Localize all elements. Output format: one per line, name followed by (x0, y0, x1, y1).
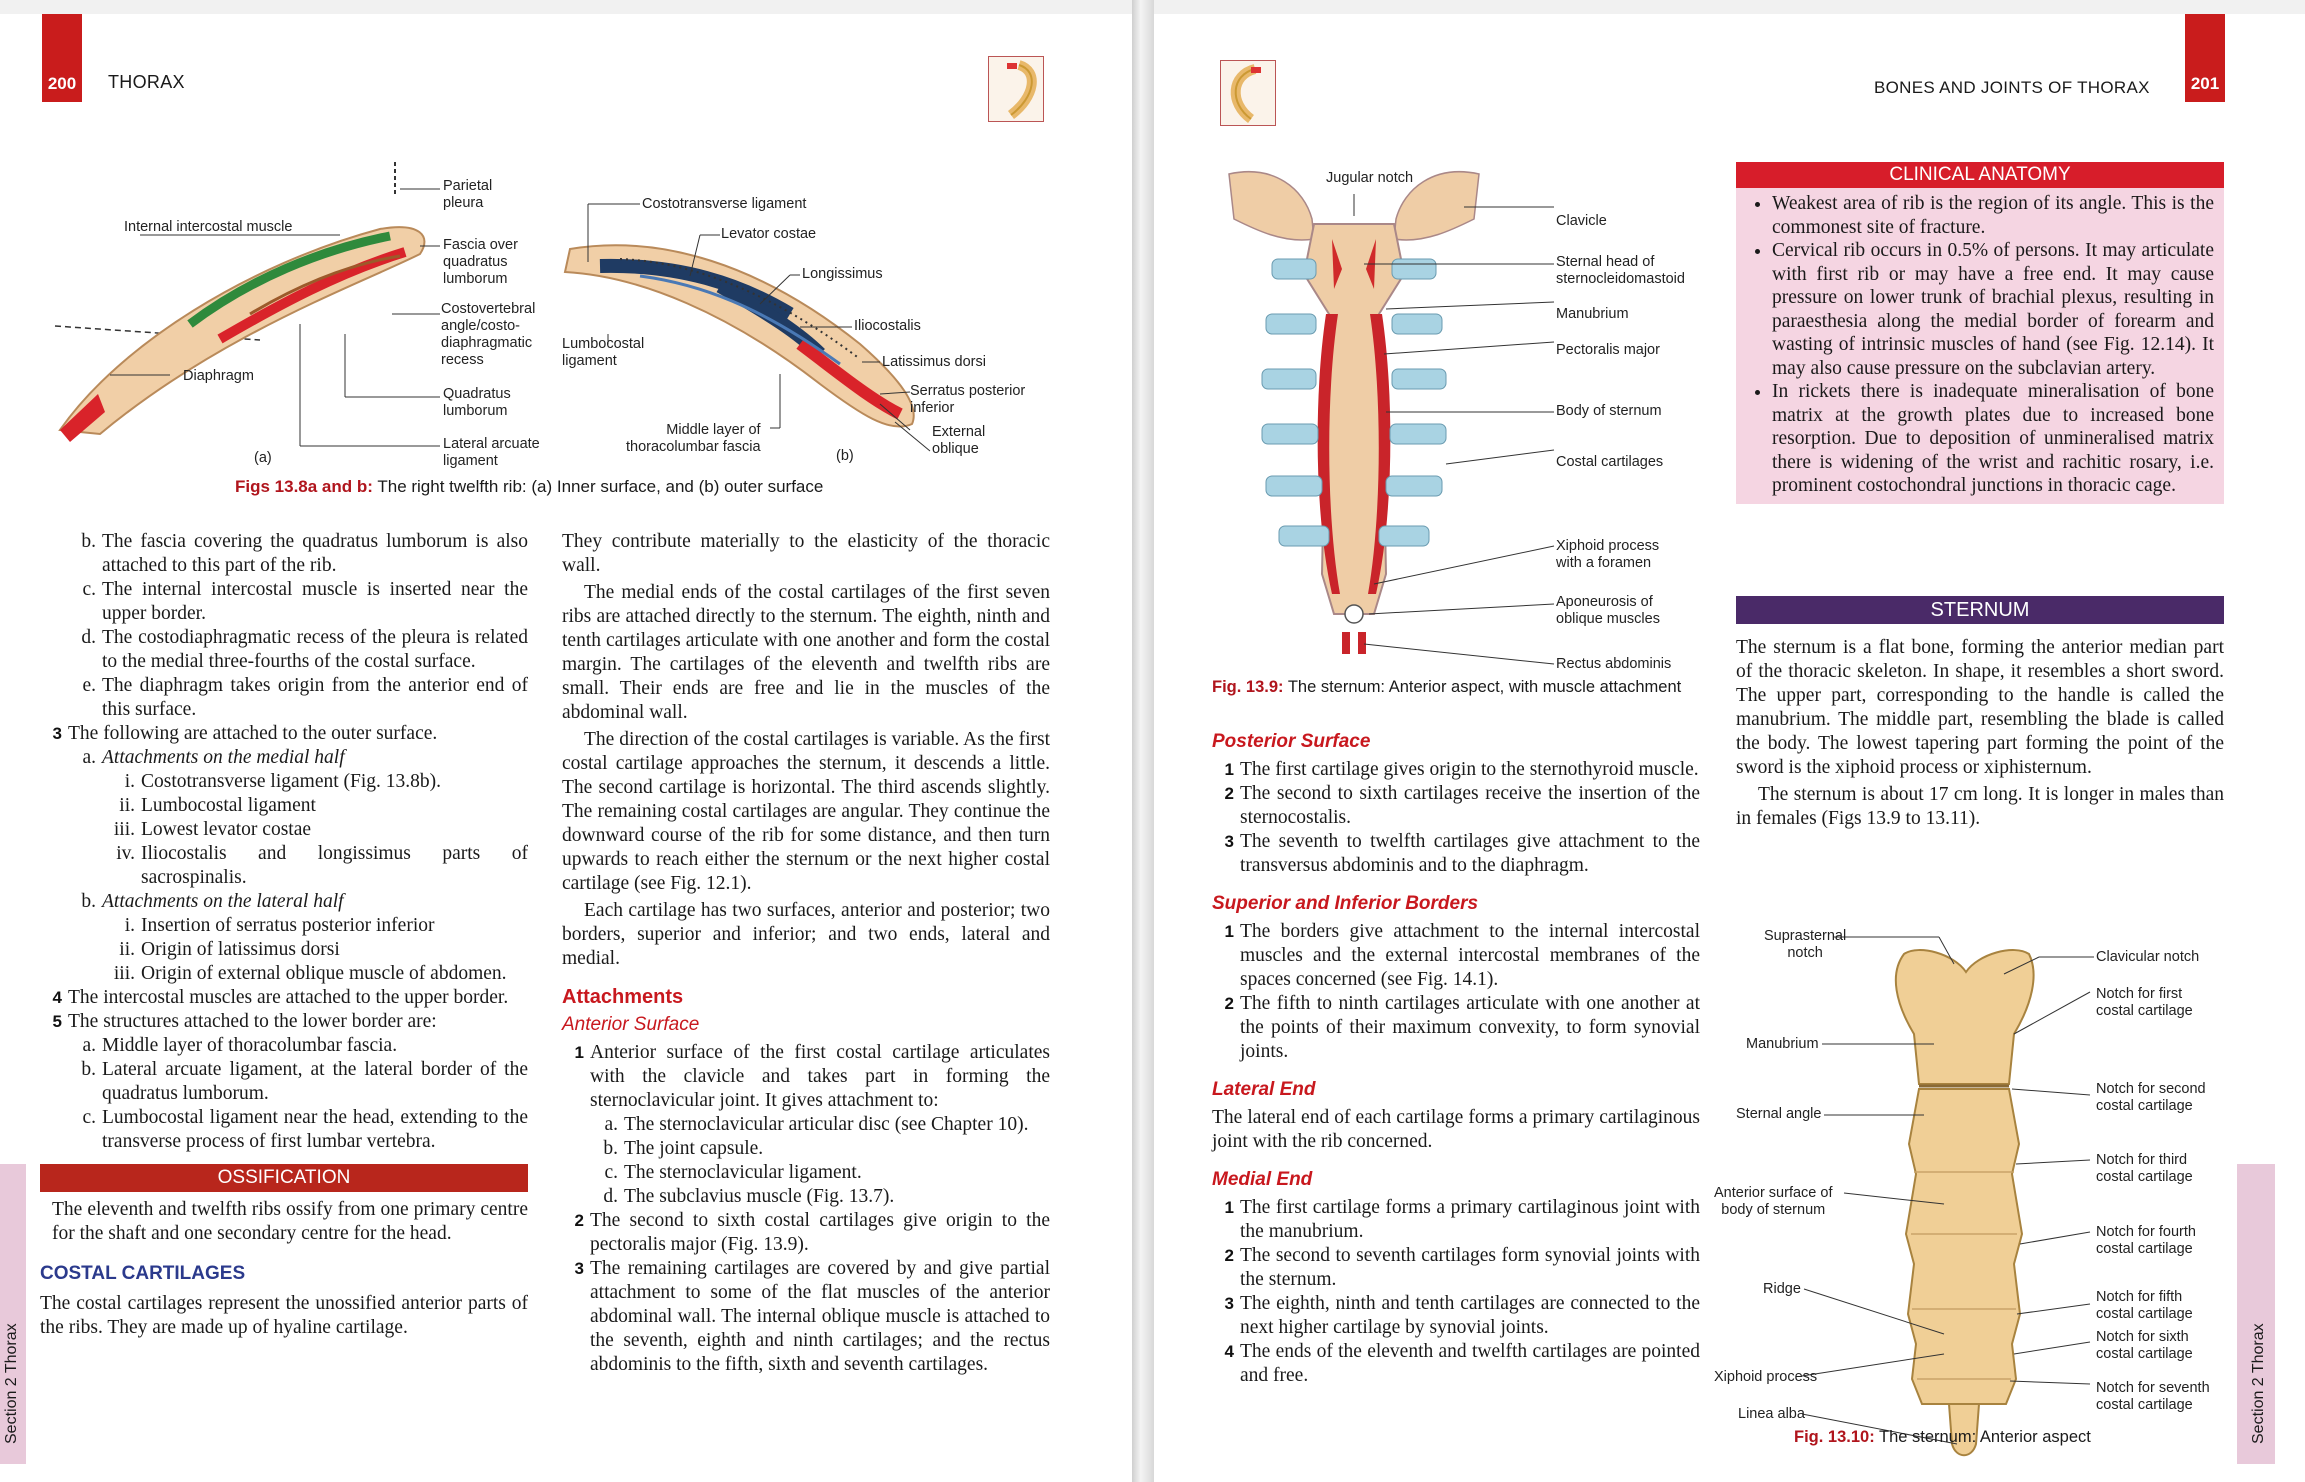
list-item-number: 3 (1224, 832, 1234, 851)
list-item (1212, 758, 1700, 782)
label-internal-intercostal: Internal intercostal muscle (124, 219, 293, 235)
paragraph: The medial ends of the costal cartilages of the first seven ribs are attached directly to the sternum. The eighth, ninth and tenth cartilages articulate with one another and form the costal margin. The cartilages of the eleventh and twelfth ribs are small. Their ends are free and lie in the muscles of the abdominal wall. (562, 582, 1050, 723)
list-item-text: The seventh to twelfth cartilages give attachment to the transversus abdominis and to the diaphragm. (1240, 831, 1700, 876)
list-item-number: b. (81, 531, 96, 552)
medial-end-list (1212, 1196, 1700, 1388)
costal-cartilages-heading: COSTAL CARTILAGES (40, 1263, 246, 1284)
list-item-number: b. (81, 891, 96, 912)
list-item-number: d. (603, 1186, 618, 1207)
list-item-number: i. (124, 771, 135, 792)
label-costotransverse: Costotransverse ligament (642, 196, 807, 212)
list-item-text: Origin of latissimus dorsi (141, 939, 340, 960)
list-item (40, 674, 528, 722)
list-item-number: 3 (574, 1259, 584, 1278)
list-item (1212, 830, 1700, 878)
list-item-number: 2 (574, 1211, 584, 1230)
list-item-number: b. (81, 1059, 96, 1080)
sternum-heading: STERNUM (1736, 596, 2224, 624)
label-fascia-quadratus: Fascia over quadratus lumborum (443, 237, 518, 287)
list-item (40, 938, 528, 962)
label-rectus-abdominis: Rectus abdominis (1556, 656, 1672, 672)
label-parietal-pleura: Parietal pleura (443, 178, 493, 211)
figure-caption: Fig. 13.9: The sternum: Anterior aspect, with muscle attachment (1212, 678, 1682, 696)
label-notch-second: Notch for second costal cartilage (2096, 1081, 2206, 1114)
list-item (1212, 1196, 1700, 1244)
list-item (562, 1257, 1050, 1377)
list-item (40, 890, 528, 914)
list-item-text: Iliocostalis and longissimus parts of sacrospinalis. (141, 843, 528, 888)
list-item-number: c. (604, 1162, 618, 1183)
label-iliocostalis: Iliocostalis (854, 318, 921, 334)
list-item (562, 1041, 1050, 1113)
label-levator-costae: Levator costae (721, 226, 817, 242)
clinical-item: • Cervical rib occurs in 0.5% of persons. It may articulate with first rib or may have a free end. It may cause pressure on lower trunk of brachial plexus, resulting in paraesthesia along the medial border of forearm and wasting of intrinsic muscles of hand (see Fig. 12.14). It may also cause pressure on the subclavian artery. (1772, 239, 2214, 380)
label-notch-sixth: Notch for sixth costal cartilage (2096, 1329, 2193, 1362)
list-item-text: Lowest levator costae (141, 819, 312, 840)
list-item-number: a. (604, 1114, 618, 1135)
label-clavicular-notch: Clavicular notch (2096, 949, 2200, 965)
label-lumbocostal: Lumbocostal ligament (562, 336, 645, 369)
list-item (562, 1185, 1050, 1209)
clinical-anatomy-box (1736, 162, 2224, 504)
list-item (562, 1209, 1050, 1257)
section-tab-label: Section 2 Thorax (2250, 1323, 2267, 1444)
list-item-number: e. (82, 675, 96, 696)
list-item-number: 3 (52, 724, 62, 743)
list-item-number: a. (82, 747, 96, 768)
list-item-number: ii. (119, 795, 135, 816)
ossification-text: The eleventh and twelfth ribs ossify from one primary centre for the shaft and one secondary centre for the head. (52, 1199, 528, 1244)
figure-13-9 (1154, 14, 1714, 714)
list-item-text: The second to sixth cartilages receive the insertion of the sternocostalis. (1240, 783, 1700, 828)
label-costovertebral: Costovertebral angle/costo- diaphragmatic recess (441, 301, 536, 368)
label-external-oblique: External oblique (932, 424, 986, 457)
paragraph: Each cartilage has two surfaces, anterior and posterior; two borders, superior and inferior; and two ends, lateral and medial. (562, 900, 1050, 969)
list-item-number: 4 (52, 988, 62, 1007)
list-item-text: The following are attached to the outer surface. (68, 723, 438, 744)
medial-end-heading: Medial End (1212, 1169, 1313, 1190)
label-diaphragm: Diaphragm (183, 368, 254, 384)
list-item-number: iii. (113, 819, 135, 840)
list-item-number: 2 (1224, 1246, 1234, 1265)
list-item-number: a. (82, 1035, 96, 1056)
list-item-number: iv. (116, 843, 135, 864)
list-item-text: Lumbocostal ligament near the head, extending to the transverse process of first lumbar vertebra. (102, 1107, 528, 1152)
list-item (40, 1010, 528, 1034)
list-item-text: The first cartilage gives origin to the sternothyroid muscle. (1240, 759, 1699, 780)
figure-caption: Figs 13.8a and b: The right twelfth rib: (a) Inner surface, and (b) outer surface (235, 477, 824, 496)
list-item-text: The fifth to ninth cartilages articulate with one another at the points of their maximum convexity, to form synovial joints. (1240, 993, 1700, 1062)
list-item (1212, 1244, 1700, 1292)
list-item-number: 1 (1224, 760, 1234, 779)
paragraph: They contribute materially to the elasticity of the thoracic wall. (562, 531, 1050, 576)
list-item-text: Attachments on the medial half (102, 747, 345, 768)
list-item-text: The borders give attachment to the internal intercostal muscles and the external intercostal membranes of the spaces concerned (see Fig. 14.1). (1240, 921, 1700, 990)
label-pectoralis-major: Pectoralis major (1556, 342, 1660, 358)
ossification-heading: OSSIFICATION (40, 1164, 528, 1192)
list-item-number: ii. (119, 939, 135, 960)
borders-heading: Superior and Inferior Borders (1212, 893, 1479, 914)
label-body-of-sternum: Body of sternum (1556, 403, 1662, 419)
label-notch-third: Notch for third costal cartilage (2096, 1152, 2193, 1185)
label-costal-cartilages: Costal cartilages (1556, 454, 1664, 470)
list-item-number: 1 (1224, 1198, 1234, 1217)
anterior-surface-list (562, 1041, 1050, 1377)
label-manubrium: Manubrium (1556, 306, 1629, 322)
label-anterior-surface: Anterior surface of body of sternum (1714, 1185, 1833, 1218)
list-item (562, 1161, 1050, 1185)
list-item (40, 1106, 528, 1154)
list-item (40, 962, 528, 986)
posterior-surface-heading: Posterior Surface (1212, 731, 1371, 752)
list-item-text: The sternoclavicular ligament. (624, 1162, 862, 1183)
list-item-number: 3 (1224, 1294, 1234, 1313)
label-ridge: Ridge (1763, 1281, 1801, 1297)
list-item-text: Anterior surface of the first costal cartilage articulates with the clavicle and takes part in forming the sternoclavicular joint. It gives attachment to: (590, 1042, 1050, 1111)
panel-a-label: (a) (254, 450, 272, 466)
list-item-text: Lateral arcuate ligament, at the lateral border of the quadratus lumborum. (102, 1059, 528, 1104)
list-item-number: 1 (1224, 922, 1234, 941)
list-item-number: c. (82, 1107, 96, 1128)
attachments-heading: Attachments (562, 986, 684, 1008)
list-item-text: Origin of external oblique muscle of abdomen. (141, 963, 507, 984)
page-number: 201 (2185, 14, 2225, 102)
list-item-text: The second to sixth costal cartilages give origin to the pectoralis major (Fig. 13.9). (590, 1210, 1050, 1255)
clinical-item: • Weakest area of rib is the region of its angle. This is the commonest site of fracture. (1772, 192, 2214, 239)
list-item (40, 626, 528, 674)
costal-cartilages-text: The costal cartilages represent the unossified anterior parts of the ribs. They are made up of hyaline cartilage. (40, 1293, 528, 1338)
list-item (562, 1137, 1050, 1161)
list-item-number: 2 (1224, 994, 1234, 1013)
list-item-text: Insertion of serratus posterior inferior (141, 915, 435, 936)
label-sternal-head: Sternal head of sternocleidomastoid (1556, 254, 1685, 287)
right-column-2 (1736, 596, 2224, 834)
label-linea-alba: Linea alba (1738, 1406, 1805, 1422)
label-clavicle: Clavicle (1556, 213, 1607, 229)
list-item (40, 986, 528, 1010)
label-manubrium: Manubrium (1746, 1036, 1819, 1052)
list-item (562, 1113, 1050, 1137)
label-sternal-angle: Sternal angle (1736, 1106, 1822, 1122)
list-item-text: The remaining cartilages are covered by and give partial attachment to some of the flat muscles of the anterior abdominal wall. The internal oblique muscle is attached to the seventh, eighth and ninth cartilages; and the rectus abdominis to the fifth, sixth and seventh cartilages. (590, 1258, 1050, 1375)
figure-13-8 (0, 14, 1132, 514)
list-item (40, 578, 528, 626)
list-item-text: The subclavius muscle (Fig. 13.7). (624, 1186, 895, 1207)
list-item (1212, 1292, 1700, 1340)
list-item-number: i. (124, 915, 135, 936)
list-item-text: Middle layer of thoracolumbar fascia. (102, 1035, 398, 1056)
anterior-surface-heading: Anterior Surface (562, 1014, 700, 1035)
borders-list (1212, 920, 1700, 1064)
right-column-1 (1212, 726, 1700, 1388)
list-item-number: 5 (52, 1012, 62, 1031)
list-item-number: b. (603, 1138, 618, 1159)
list-item (1212, 782, 1700, 830)
list-item (40, 770, 528, 794)
list-item-text: The structures attached to the lower border are: (68, 1011, 437, 1032)
label-middle-layer: Middle layer of thoracolumbar fascia (626, 422, 761, 455)
rib-attachments-list (40, 530, 528, 1154)
label-notch-fourth: Notch for fourth costal cartilage (2096, 1224, 2196, 1257)
list-item-number: d. (81, 627, 96, 648)
label-serratus: Serratus posterior inferior (910, 383, 1026, 416)
list-item (40, 914, 528, 938)
list-item-text: Lumbocostal ligament (141, 795, 316, 816)
list-item (1212, 920, 1700, 992)
list-item-text: The first cartilage forms a primary cartilaginous joint with the manubrium. (1240, 1197, 1700, 1242)
page-gutter (1132, 0, 1154, 1482)
list-item-number: 2 (1224, 784, 1234, 803)
label-xiphoid-process: Xiphoid process (1714, 1369, 1818, 1385)
list-item-text: The internal intercostal muscle is inserted near the upper border. (102, 579, 528, 624)
right-page (1154, 14, 2305, 1482)
list-item (40, 818, 528, 842)
sternum-paragraph: The sternum is a flat bone, forming the anterior median part of the thoracic skeleton. In shape, it resembles a short sword. The upper part, corresponding to the handle is called the manubrium. The middle part, resembling the blade is called the body. The lowest tapering part forming the point of the sword is the xiphoid process or xiphisternum. (1736, 637, 2224, 778)
list-item-text: The intercostal muscles are attached to the upper border. (68, 987, 509, 1008)
list-item-text: The fascia covering the quadratus lumborum is also attached to this part of the rib. (102, 531, 528, 576)
label-aponeurosis: Aponeurosis of oblique muscles (1556, 594, 1660, 627)
list-item (1212, 1340, 1700, 1388)
list-item-text: The ends of the eleventh and twelfth cartilages are pointed and free. (1240, 1341, 1700, 1386)
list-item-text: Costotransverse ligament (Fig. 13.8b). (141, 771, 442, 792)
label-notch-seventh: Notch for seventh costal cartilage (2096, 1380, 2210, 1413)
list-item-text: The eighth, ninth and tenth cartilages are connected to the next higher cartilage by synovial joints. (1240, 1293, 1700, 1338)
list-item (40, 842, 528, 890)
list-item-number: c. (82, 579, 96, 600)
list-item (40, 722, 528, 746)
lateral-end-text: The lateral end of each cartilage forms a primary cartilaginous joint with the rib concerned. (1212, 1107, 1700, 1152)
list-item (40, 746, 528, 770)
label-longissimus: Longissimus (802, 266, 883, 282)
list-item-text: Attachments on the lateral half (102, 891, 344, 912)
label-notch-first: Notch for first costal cartilage (2096, 986, 2193, 1019)
list-item-number: 4 (1224, 1342, 1234, 1361)
list-item-text: The joint capsule. (624, 1138, 764, 1159)
figure-13-10 (1714, 914, 2304, 1474)
label-quadratus: Quadratus lumborum (443, 386, 511, 419)
list-item (40, 530, 528, 578)
clinical-item: • In rickets there is inadequate mineralisation of bone matrix at the growth plates due to increased bone resorption. Due to deposition of unmineralised matrix there is widening of the wrist and rachitic rosary, i.e. prominent costochondral junctions in thoracic cage. (1772, 380, 2214, 498)
list-item (40, 1034, 528, 1058)
list-item (1212, 992, 1700, 1064)
clinical-anatomy-list (1750, 192, 2214, 498)
list-item-text: The sternoclavicular articular disc (see Chapter 10). (624, 1114, 1029, 1135)
lateral-end-heading: Lateral End (1212, 1079, 1316, 1100)
list-item-text: The costodiaphragmatic recess of the pleura is related to the medial three-fourths of the costal surface. (102, 627, 528, 672)
label-xiphoid: Xiphoid process with a foramen (1556, 538, 1660, 571)
list-item-text: The second to seventh cartilages form synovial joints with the sternum. (1240, 1245, 1700, 1290)
running-head: BONES AND JOINTS OF THORAX (1874, 78, 2150, 97)
clinical-anatomy-heading: CLINICAL ANATOMY (1736, 162, 2224, 188)
left-column-1 (40, 530, 528, 1343)
left-column-2 (562, 530, 1050, 1377)
posterior-surface-list (1212, 758, 1700, 878)
list-item (40, 1058, 528, 1106)
list-item (40, 794, 528, 818)
figure-caption: Fig. 13.10: The sternum: Anterior aspect (1794, 1428, 2091, 1446)
paragraph: The direction of the costal cartilages is variable. As the first costal cartilage approaches the sternum, it descends a little. The second cartilage is horizontal. The third ascends slightly. The remaining costal cartilages are angular. They continue the downward course of the rib for some distance, and then turn upwards to reach either the sternum or the next higher costal cartilage (see Fig. 12.1). (562, 729, 1050, 894)
label-suprasternal-notch: Suprasternal notch (1764, 928, 1847, 961)
label-latissimus: Latissimus dorsi (882, 354, 986, 370)
page-number: 200 (42, 14, 82, 102)
list-item-number: 1 (574, 1043, 584, 1062)
list-item-text: The diaphragm takes origin from the anterior end of this surface. (102, 675, 528, 720)
sternum-paragraph: The sternum is about 17 cm long. It is longer in males than in females (Figs 13.9 to 13.11). (1736, 784, 2224, 829)
label-jugular-notch: Jugular notch (1326, 170, 1414, 186)
section-tab-label: Section 2 Thorax (3, 1323, 20, 1444)
list-item-number: iii. (113, 963, 135, 984)
left-page (0, 14, 1132, 1482)
label-lateral-arcuate: Lateral arcuate ligament (443, 436, 540, 469)
running-head: THORAX (108, 72, 185, 92)
panel-b-label: (b) (836, 448, 854, 464)
label-notch-fifth: Notch for fifth costal cartilage (2096, 1289, 2193, 1322)
